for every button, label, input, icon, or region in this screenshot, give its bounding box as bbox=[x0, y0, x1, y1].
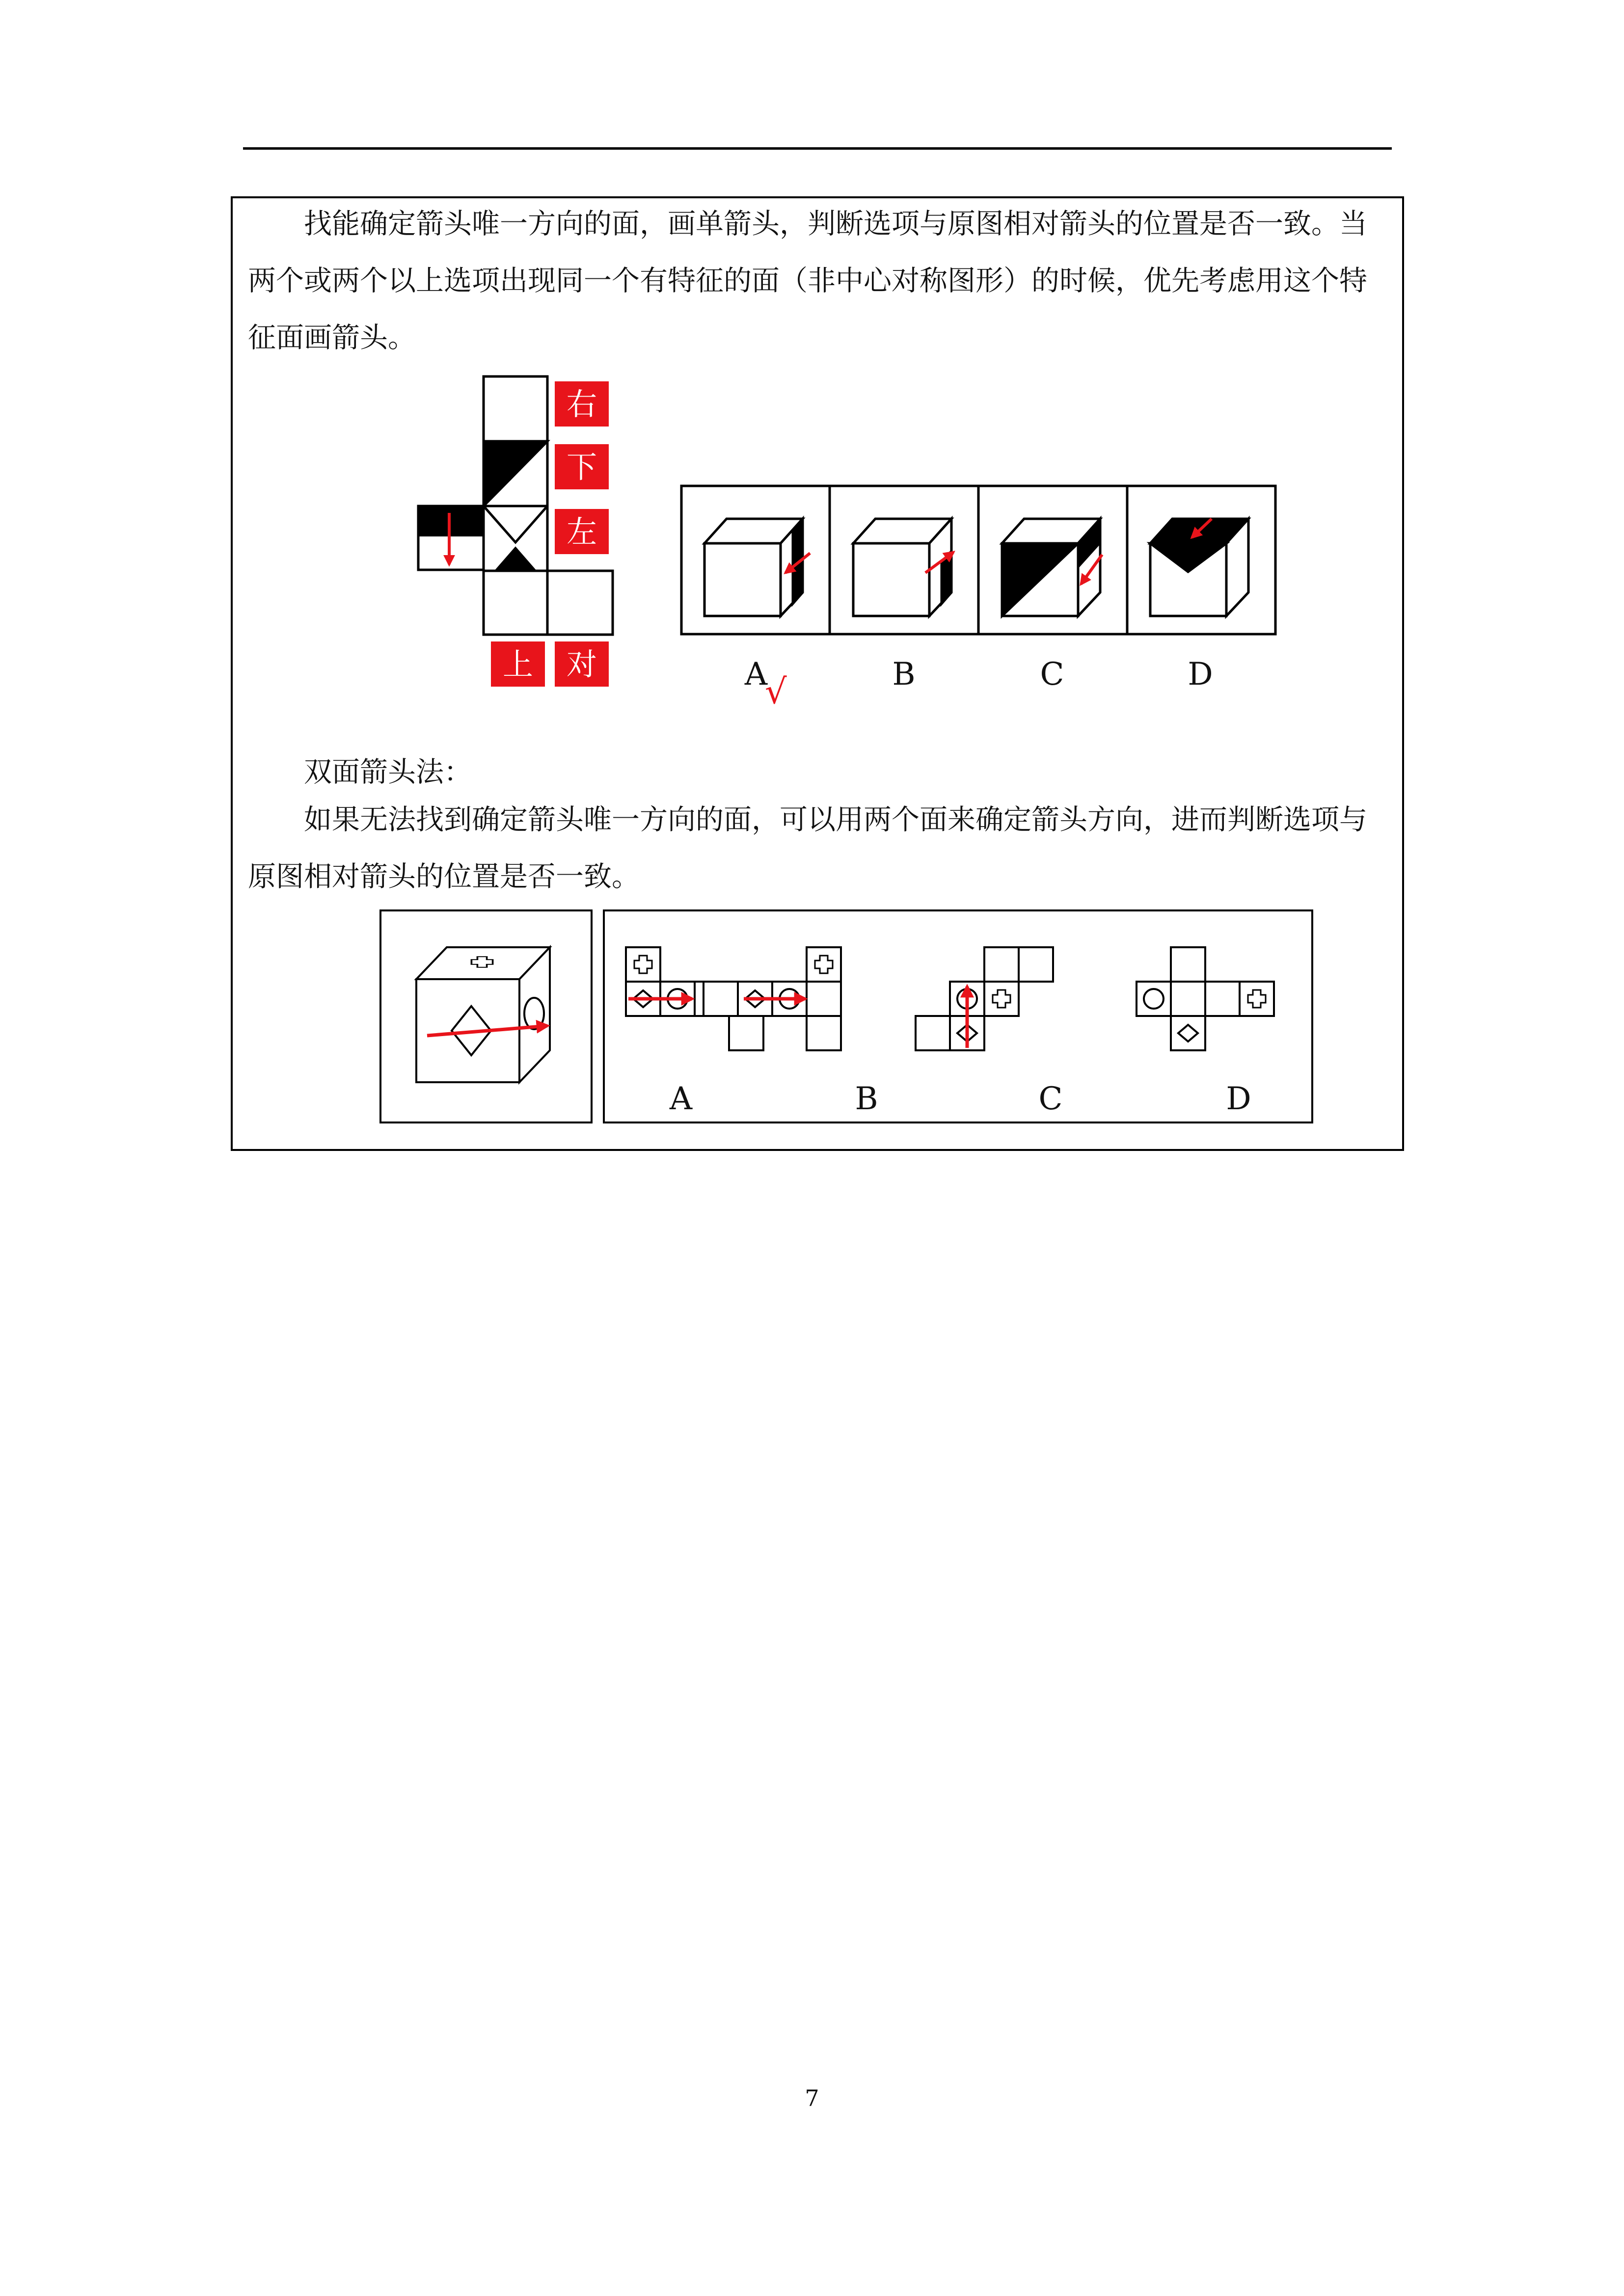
answer-check-mark: √ bbox=[765, 671, 787, 712]
intro-paragraph: 找能确定箭头唯一方向的面，画单箭头，判断选项与原图相对箭头的位置是否一致。当两个或两个以上选项出现同一个有特征的面（非中心对称图形）的时候，优先考虑用这个特征面画箭头。 bbox=[248, 208, 1367, 354]
method-heading: 双面箭头法： bbox=[304, 756, 472, 788]
option-c-cube bbox=[1002, 519, 1102, 616]
option-b-net bbox=[704, 947, 841, 1050]
net-label-left bbox=[555, 509, 609, 554]
option-a-cube bbox=[704, 519, 810, 616]
page-number: 7 bbox=[805, 2085, 819, 2111]
option-label-b: B bbox=[892, 656, 916, 693]
option-label-c: C bbox=[1040, 656, 1064, 693]
circle-icon bbox=[524, 998, 544, 1029]
figure-double-arrow bbox=[378, 908, 1316, 1126]
svg-text:右: 右 bbox=[566, 386, 597, 422]
net-label-down bbox=[555, 444, 609, 489]
svg-text:上: 上 bbox=[502, 646, 534, 682]
option-b-cube bbox=[853, 519, 953, 616]
net-option-label-a: A bbox=[669, 1081, 693, 1117]
net-label-up bbox=[491, 641, 545, 687]
net-face-5 bbox=[547, 571, 613, 635]
header-rule bbox=[243, 147, 1392, 150]
svg-text:对: 对 bbox=[566, 646, 597, 682]
original-cube bbox=[416, 947, 550, 1082]
figure-single-arrow bbox=[412, 371, 1286, 712]
option-label-a: A bbox=[744, 656, 768, 693]
option-c-net bbox=[916, 947, 1053, 1050]
svg-text:左: 左 bbox=[566, 514, 597, 550]
option-d-cube bbox=[1150, 519, 1248, 616]
net-label-right bbox=[555, 381, 609, 427]
net-face-top bbox=[484, 376, 547, 441]
net-option-label-d: D bbox=[1226, 1081, 1251, 1117]
net-option-label-c: C bbox=[1038, 1081, 1063, 1117]
option-d-net bbox=[1137, 947, 1274, 1050]
method-paragraph: 如果无法找到确定箭头唯一方向的面，可以用两个面来确定箭头方向，进而判断选项与原图相对箭头的位置是否一致。 bbox=[248, 803, 1367, 893]
net-face-4 bbox=[484, 571, 547, 635]
net-label-opposite bbox=[555, 641, 609, 687]
net-option-label-b: B bbox=[855, 1081, 878, 1117]
svg-text:下: 下 bbox=[566, 449, 597, 485]
option-label-d: D bbox=[1188, 656, 1213, 693]
